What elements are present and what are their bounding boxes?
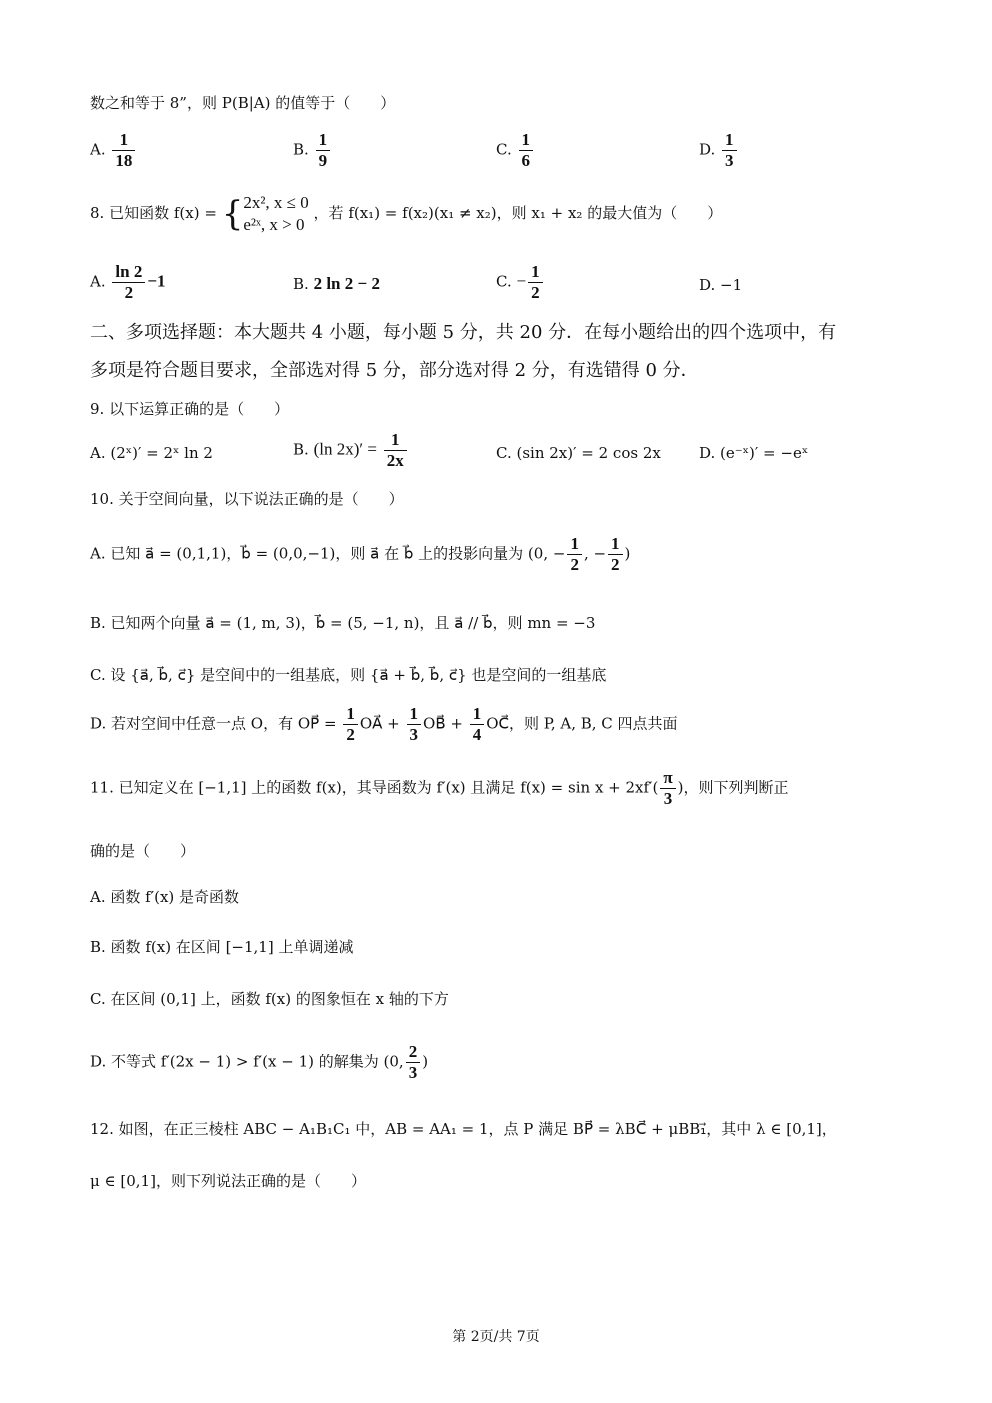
option-text: −1: [720, 276, 743, 294]
fraction-denominator: 2: [124, 283, 134, 302]
fraction-denominator: 9: [318, 151, 328, 170]
q10-option-d[interactable]: [90, 704, 678, 745]
fraction-numerator: 1: [407, 704, 422, 725]
option-label: C.: [496, 140, 512, 159]
option-label: D.: [699, 276, 716, 294]
q11-stem-line-2: 确的是（ ）: [90, 842, 196, 860]
q7-option-d[interactable]: [699, 130, 739, 171]
piecewise-case-2: e²ˣ, x > 0: [243, 215, 305, 234]
fraction-numerator: 2: [406, 1042, 421, 1063]
q8-stem-pre: 8. 已知函数 f(x) =: [90, 204, 217, 222]
q7-stem-tail: 数之和等于 8”，则 P(B|A) 的值等于（ ）: [90, 94, 396, 112]
option-label: C.: [496, 272, 512, 291]
fraction-numerator: 1: [470, 704, 485, 725]
fraction-denominator: 2: [570, 555, 579, 574]
q8-option-c[interactable]: [496, 262, 545, 303]
brace-icon: {: [221, 194, 244, 234]
q12-stem-line-2: μ ∈ [0,1]，则下列说法正确的是（ ）: [90, 1172, 366, 1190]
option-text-end: ): [624, 544, 631, 563]
vector-term: OC⃗，则 P, A, B, C 四点共面: [486, 714, 678, 733]
q9-option-d[interactable]: D. (e⁻ˣ)′ = −eˣ: [699, 444, 809, 462]
fraction-numerator: 1: [608, 534, 623, 555]
q10-option-a[interactable]: [90, 534, 630, 575]
fraction-denominator: 2: [611, 555, 620, 574]
piecewise-case-1: 2x², x ≤ 0: [243, 193, 309, 212]
vector-term: OA⃗ +: [359, 714, 400, 733]
q9-option-b[interactable]: [293, 430, 409, 471]
fraction-numerator: 1: [112, 130, 135, 151]
q9-option-a[interactable]: A. (2ˣ)′ = 2ˣ ln 2: [90, 444, 213, 462]
fraction-denominator: 3: [725, 151, 734, 170]
fraction-denominator: 3: [409, 725, 419, 744]
fraction-denominator: 2: [531, 283, 540, 302]
q7-option-c[interactable]: [496, 130, 535, 171]
option-text: (ln 2x)′ =: [313, 439, 377, 459]
option-text: A. 已知 a⃗ = (0,1,1)，b⃗ = (0,0,−1)，则 a⃗ 在 b⃗ 上的投影向量为 (0, −: [90, 544, 566, 563]
option-text-mid: , −: [583, 544, 607, 563]
q11-option-d[interactable]: [90, 1042, 428, 1083]
q8-option-a[interactable]: [90, 262, 166, 303]
q10-option-c[interactable]: C. 设 {a⃗, b⃗, c⃗} 是空间中的一组基底，则 {a⃗ + b⃗, b⃗, c⃗} 也是空间的一组基底: [90, 666, 607, 684]
fraction-numerator: 1: [384, 430, 407, 451]
option-sign: −: [516, 271, 527, 291]
q7-option-a[interactable]: [90, 130, 137, 171]
q8-option-d[interactable]: [699, 276, 742, 294]
q11-stem-post: )，则下列判断正: [677, 778, 789, 797]
fraction-numerator: 1: [528, 262, 543, 283]
q10-stem: 10. 关于空间向量，以下说法正确的是（ ）: [90, 490, 404, 508]
fraction-numerator: 1: [343, 704, 358, 725]
option-label: B.: [293, 275, 309, 293]
q11-option-c[interactable]: C. 在区间 (0,1] 上，函数 f(x) 的图象恒在 x 轴的下方: [90, 990, 449, 1008]
option-label: B.: [293, 440, 309, 459]
fraction-numerator: 1: [567, 534, 582, 555]
option-text-end: ): [422, 1052, 429, 1071]
fraction-denominator: 4: [472, 725, 482, 744]
fraction-numerator: 1: [316, 130, 331, 151]
fraction-numerator: 1: [722, 130, 737, 151]
vector-term: OB⃗ +: [423, 714, 463, 733]
fraction-denominator: 6: [521, 151, 530, 170]
fraction-denominator: 18: [115, 151, 133, 170]
q11-option-a[interactable]: A. 函数 f′(x) 是奇函数: [90, 888, 240, 906]
q12-stem-line-1: 12. 如图，在正三棱柱 ABC − A₁B₁C₁ 中，AB = AA₁ = 1，点 P 满足 BP⃗ = λBC⃗ + μBB₁⃗，其中 λ ∈ [0,1]，: [90, 1120, 837, 1138]
fraction-denominator: 3: [408, 1063, 418, 1082]
option-label: A.: [90, 272, 106, 291]
option-text: D. 不等式 f′(2x − 1) > f′(x − 1) 的解集为 (0,: [90, 1052, 404, 1071]
option-label: D.: [699, 140, 716, 159]
fraction-numerator: 1: [519, 130, 534, 151]
fraction-denominator: 2x: [386, 451, 404, 470]
q9-option-c[interactable]: C. (sin 2x)′ = 2 cos 2x: [496, 444, 661, 462]
fraction-numerator: π: [660, 768, 675, 789]
q7-option-b[interactable]: [293, 130, 332, 171]
section-2-heading-line-2: 多项是符合题目要求，全部选对得 5 分，部分选对得 2 分，有选错得 0 分．: [90, 360, 699, 381]
option-text: D. 若对空间中任意一点 O，有 OP⃗ =: [90, 714, 337, 733]
section-2-heading-line-1: 二、多项选择题：本大题共 4 小题，每小题 5 分，共 20 分．在每小题给出的四个选项中，有: [90, 322, 837, 343]
q11-stem-pre: 11. 已知定义在 [−1,1] 上的函数 f(x)，其导函数为 f′(x) 且满足 f(x) = sin x + 2xf′(: [90, 778, 659, 797]
q9-stem: 9. 以下运算正确的是（ ）: [90, 400, 290, 418]
q11-option-b[interactable]: B. 函数 f(x) 在区间 [−1,1] 上单调递减: [90, 938, 354, 956]
q11-stem-line-1: [90, 768, 789, 809]
page-footer: 第 2页/共 7页: [452, 1329, 540, 1345]
q8-stem: [90, 192, 722, 236]
option-label: B.: [293, 140, 309, 159]
q8-option-b[interactable]: [293, 274, 380, 294]
fraction-denominator: 3: [663, 789, 673, 808]
option-tail: −1: [147, 271, 166, 291]
q8-stem-post: ，若 f(x₁) = f(x₂)(x₁ ≠ x₂)，则 x₁ + x₂ 的最大值为（ ）: [313, 204, 723, 222]
fraction-numerator: ln 2: [112, 262, 145, 283]
q10-option-b[interactable]: B. 已知两个向量 a⃗ = (1, m, 3)，b⃗ = (5, −1, n)，且 a⃗ // b⃗，则 mn = −3: [90, 614, 596, 632]
option-text: 2 ln 2 − 2: [313, 274, 380, 293]
option-label: A.: [90, 140, 106, 159]
fraction-denominator: 2: [346, 725, 355, 744]
